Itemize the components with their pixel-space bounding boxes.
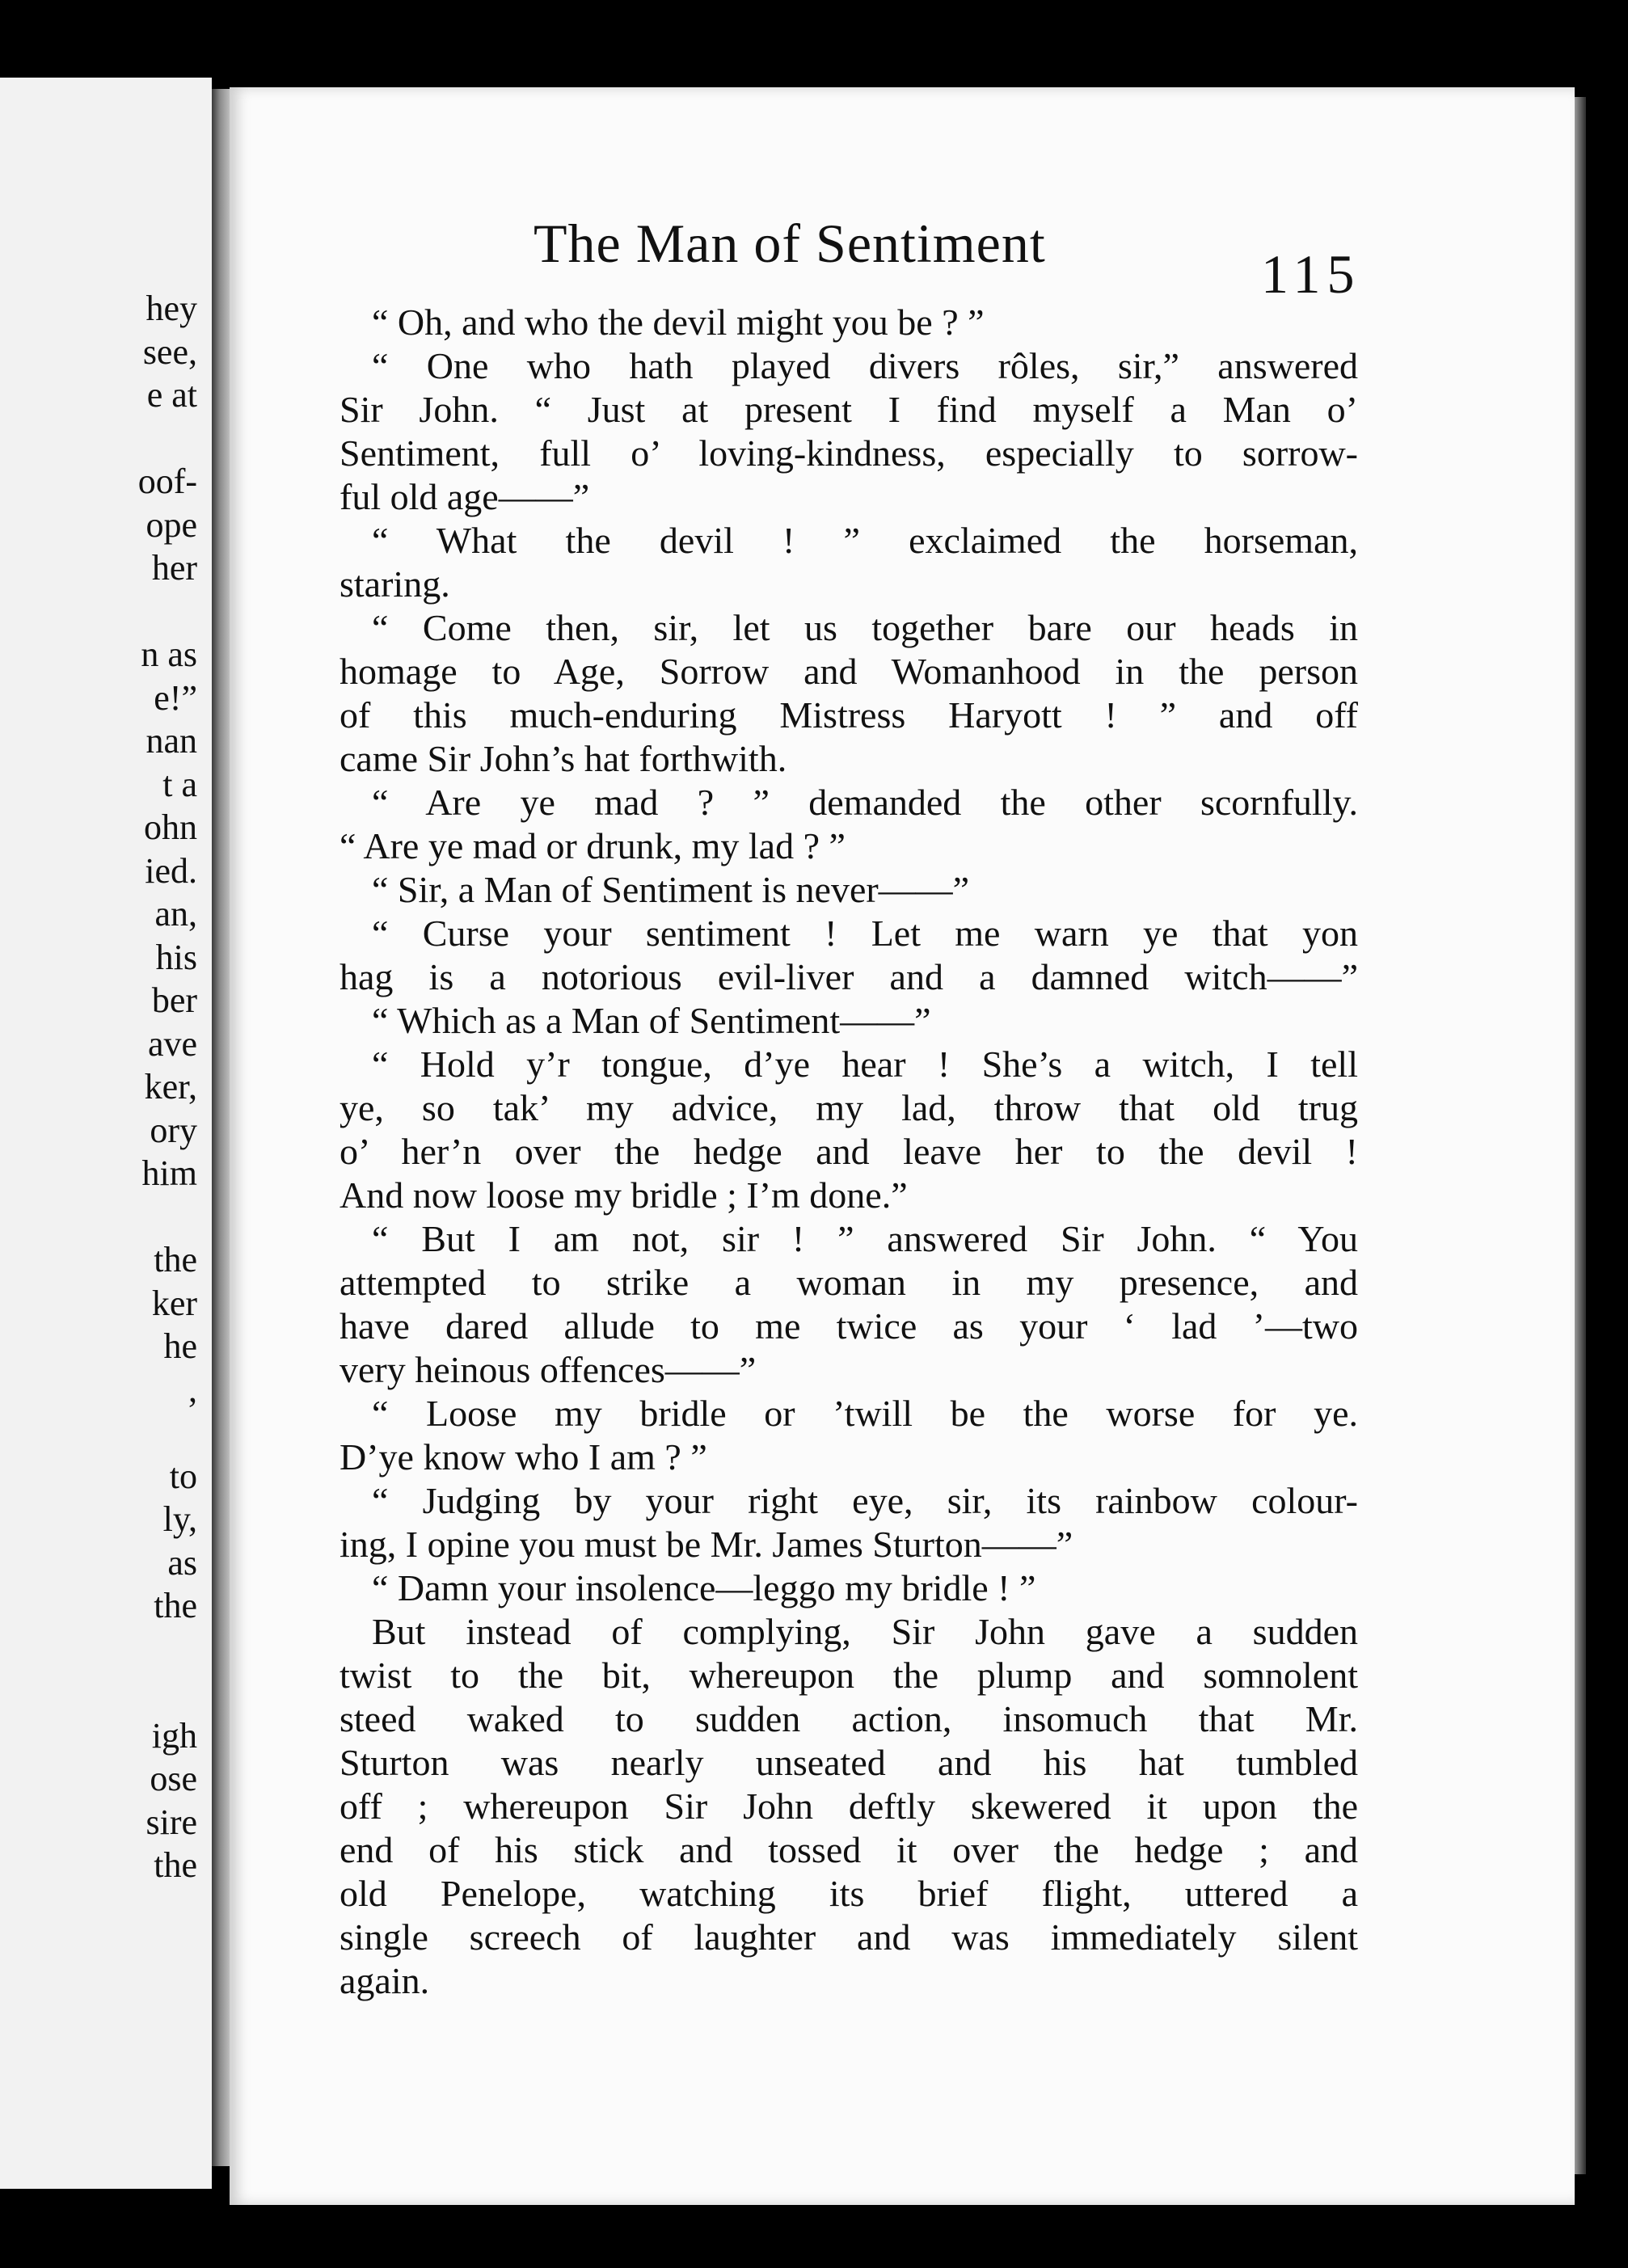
left-page-fragment: ker, — [144, 1067, 197, 1107]
text-line: “ Loose my bridle or ’twill be the worse for ye. — [372, 1393, 1358, 1434]
text-line: twist to the bit, whereupon the plump and somnolent — [340, 1655, 1358, 1696]
text-line: But instead of complying, Sir John gave a sudden — [372, 1611, 1358, 1652]
text-line: Sentiment, full o’ loving-kindness, especially to sorrow- — [340, 432, 1358, 474]
text-line: staring. — [340, 563, 450, 605]
left-page-fragment: ope — [146, 504, 197, 545]
left-page-fragment: ory — [150, 1110, 197, 1150]
left-page-fragment: him — [141, 1153, 197, 1193]
page-edge — [1575, 97, 1586, 2174]
left-page-fragment: ohn — [144, 807, 197, 847]
left-page-fragment: the — [154, 1240, 197, 1279]
text-line: came Sir John’s hat forthwith. — [340, 738, 787, 779]
text-line: And now loose my bridle ; I’m done.” — [340, 1174, 908, 1216]
running-head: The Man of Sentiment — [534, 213, 1046, 274]
text-line: again. — [340, 1960, 430, 2001]
left-page-fragment: t a — [162, 764, 197, 804]
left-page-fragment: to — [169, 1456, 197, 1496]
text-line: hag is a notorious evil-liver and a damned witch——” — [340, 956, 1358, 997]
left-page-fragment: e!” — [154, 677, 197, 718]
left-page-fragment: her — [151, 548, 197, 588]
text-line: ye, so tak’ my advice, my lad, throw that old trug — [340, 1087, 1358, 1128]
text-line: Sturton was nearly unseated and his hat tumbled — [340, 1742, 1358, 1783]
left-page-fragment: ly, — [162, 1499, 197, 1539]
text-line: D’ye know who I am ? ” — [340, 1436, 707, 1478]
text-line: steed waked to sudden action, insomuch that Mr. — [340, 1698, 1358, 1739]
left-page-fragment: an, — [154, 894, 197, 934]
text-line: ing, I opine you must be Mr. James Sturton——” — [340, 1524, 1073, 1565]
text-line: homage to Age, Sorrow and Womanhood in the person — [340, 651, 1358, 692]
left-page-fragment: ied. — [145, 850, 197, 891]
left-page-fragment: his — [155, 937, 197, 977]
left-page-fragment: oof- — [137, 462, 197, 501]
left-page — [0, 78, 212, 2189]
text-line: “ Sir, a Man of Sentiment is never——” — [372, 869, 970, 910]
text-line: end of his stick and tossed it over the hedge ; and — [340, 1829, 1358, 1870]
left-page-fragment: hey — [146, 289, 197, 328]
left-page-fragment: n as — [141, 634, 197, 674]
left-page-fragment: nan — [146, 721, 197, 761]
left-page-fragment: ber — [151, 980, 197, 1020]
left-page-fragment: , — [188, 1369, 197, 1410]
text-line: “ Judging by your right eye, sir, its rainbow colour- — [372, 1480, 1358, 1521]
text-line: “ Come then, sir, let us together bare our heads in — [372, 607, 1358, 648]
text-line: “ Are ye mad ? ” demanded the other scornfully. — [372, 782, 1358, 823]
text-line: ful old age——” — [340, 476, 590, 517]
page-number: 115 — [1261, 243, 1361, 305]
text-line: attempted to strike a woman in my presence, and — [340, 1262, 1358, 1303]
left-page-fragment: see, — [142, 331, 197, 372]
left-page-fragment: ose — [150, 1759, 197, 1798]
left-page-fragment: e at — [146, 375, 197, 415]
text-line: “ Hold y’r tongue, d’ye hear ! She’s a witch, I tell — [372, 1043, 1358, 1085]
text-line: o’ her’n over the hedge and leave her to the devil ! — [340, 1131, 1358, 1172]
text-line: old Penelope, watching its brief flight, uttered a — [340, 1873, 1358, 1914]
left-page-fragment: as — [167, 1542, 197, 1583]
left-page-fragment: he — [163, 1326, 197, 1366]
left-page-fragment: sire — [146, 1802, 197, 1842]
text-line: very heinous offences——” — [340, 1349, 757, 1390]
text-line: “ Curse your sentiment ! Let me warn ye that yon — [372, 913, 1358, 954]
left-page-fragment: igh — [151, 1715, 197, 1756]
text-line: “ Oh, and who the devil might you be ? ” — [372, 301, 985, 343]
text-line: of this much-enduring Mistress Haryott ! ” and off — [340, 694, 1358, 736]
text-line: off ; whereupon Sir John deftly skewered it upon the — [340, 1785, 1358, 1827]
left-page-fragment: the — [154, 1845, 197, 1885]
left-page-fragment: the — [154, 1586, 197, 1625]
text-line: “ Are ye mad or drunk, my lad ? ” — [340, 825, 846, 866]
left-page-fragment: ker — [151, 1283, 197, 1323]
book-gutter — [212, 89, 230, 2166]
text-line: “ What the devil ! ” exclaimed the horseman, — [372, 520, 1358, 561]
text-line: single screech of laughter and was immediately silent — [340, 1916, 1358, 1958]
left-page-fragment: ave — [147, 1023, 197, 1064]
text-line: have dared allude to me twice as your ‘ lad ’—two — [340, 1305, 1358, 1347]
text-line: “ But I am not, sir ! ” answered Sir John. “ You — [372, 1218, 1358, 1259]
text-line: “ One who hath played divers rôles, sir,” answered — [372, 345, 1358, 386]
text-line: “ Which as a Man of Sentiment——” — [372, 1000, 931, 1041]
text-line: “ Damn your insolence—leggo my bridle ! ” — [372, 1567, 1036, 1608]
body-text — [340, 301, 1358, 2003]
text-line: Sir John. “ Just at present I find myself a Man o’ — [340, 389, 1358, 430]
